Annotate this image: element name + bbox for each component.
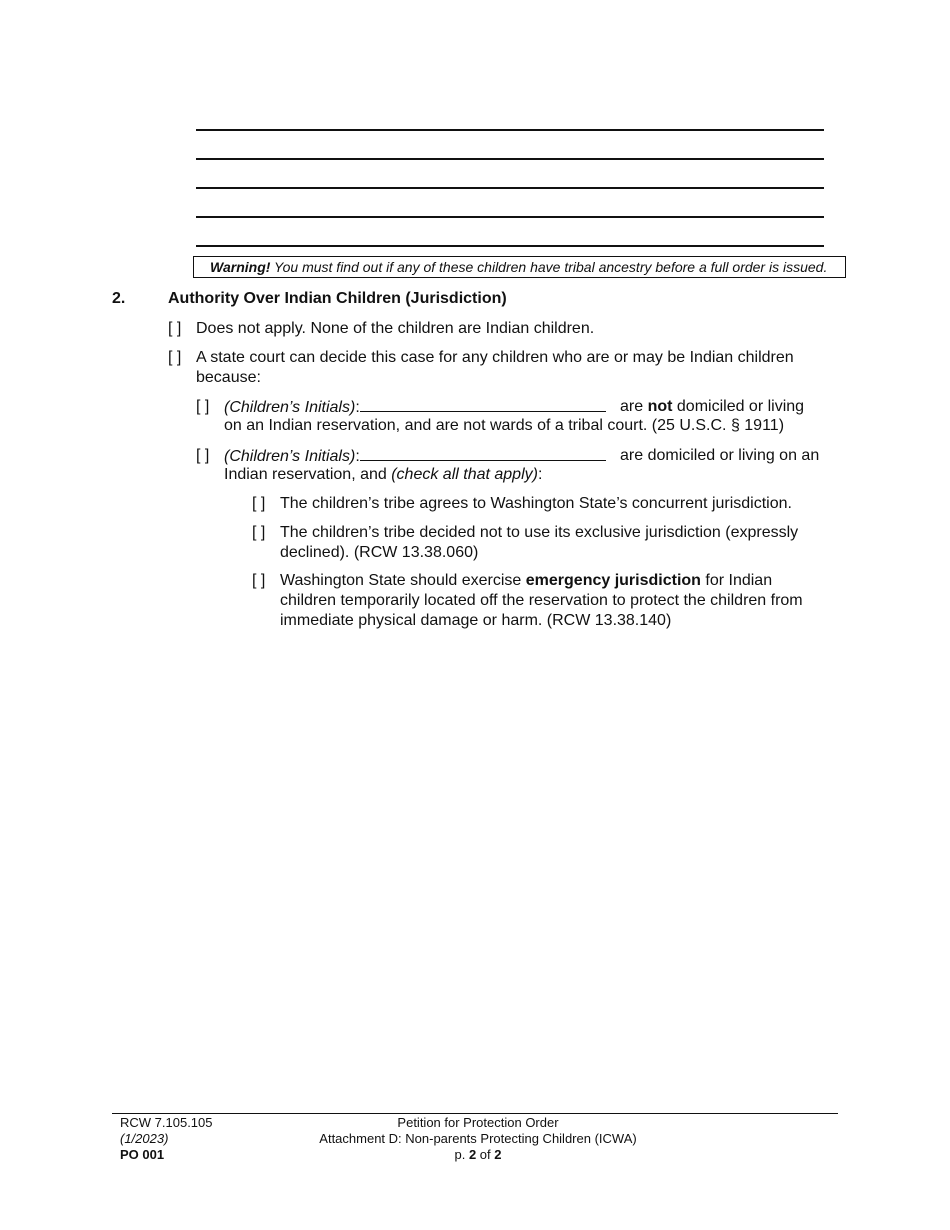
sub-a-colon: : (355, 399, 360, 416)
footer-title: Petition for Protection Order (397, 1115, 559, 1130)
item-emergency-line2: children temporarily located off the reservation to protect the children from (280, 592, 803, 609)
footer-form-id: PO 001 (120, 1147, 165, 1162)
warning-label: Warning! (210, 259, 271, 275)
page-total: 2 (494, 1147, 502, 1162)
checkbox-does-not-apply[interactable]: [ ] (168, 320, 182, 337)
blank-line-4[interactable] (196, 216, 824, 218)
sub-a-line2: on an Indian reservation, and are not wards of a tribal court. (25 U.S.C. § 1911) (224, 417, 785, 434)
warning-box (193, 256, 846, 278)
footer-rcw: RCW 7.105.105 (120, 1115, 213, 1130)
page-pre: p. (454, 1147, 469, 1162)
item-emergency-line3: immediate physical damage or harm. (RCW 13.38.140) (280, 612, 672, 629)
footer-divider (112, 1113, 838, 1114)
blank-line-1[interactable] (196, 129, 824, 131)
sub-b-colon: : (355, 448, 360, 465)
checkbox-emergency[interactable]: [ ] (252, 572, 266, 589)
sub-b-label: (Children’s Initials) (224, 448, 356, 465)
initials-field-b[interactable] (360, 446, 606, 461)
item-declined-line2: declined). (RCW 13.38.060) (280, 544, 479, 561)
page-mid: of (476, 1147, 495, 1162)
page-current: 2 (468, 1147, 477, 1162)
checkbox-concurrent[interactable]: [ ] (252, 495, 266, 512)
sub-a-line1 (224, 397, 606, 418)
sub-b-line1 (224, 446, 606, 467)
sub-b-line2-pre: Indian reservation, and (224, 466, 392, 483)
item-concurrent: The children’s tribe agrees to Washington State’s concurrent jurisdiction. (280, 495, 792, 512)
checkbox-not-domiciled[interactable]: [ ] (196, 398, 210, 415)
sub-a-text (620, 397, 804, 417)
section-title: Authority Over Indian Children (Jurisdiction) (168, 290, 507, 307)
warning-text: You must find out if any of these children have tribal ancestry before a full order is issued. (270, 259, 828, 275)
item-emergency-bold: emergency jurisdiction (525, 572, 701, 589)
sub-a-label: (Children’s Initials) (224, 399, 356, 416)
blank-line-5[interactable] (196, 245, 824, 247)
checkbox-domiciled[interactable]: [ ] (196, 447, 210, 464)
sub-a-text-pre: are (620, 398, 648, 415)
sub-b-line2-italic: (check all that apply) (391, 466, 538, 483)
section-number: 2. (112, 290, 126, 307)
sub-b-line2 (224, 465, 542, 485)
footer-subtitle: Attachment D: Non-parents Protecting Children (ICWA) (319, 1131, 637, 1146)
item-emergency-line1 (280, 571, 772, 591)
item-emergency-post: for Indian (700, 572, 773, 589)
item-declined-line1: The children’s tribe decided not to use its exclusive jurisdiction (expressly (280, 524, 799, 541)
footer-date: (1/2023) (120, 1131, 169, 1146)
sub-b-text: are domiciled or living on an (620, 447, 820, 464)
sub-a-text-bold: not (647, 398, 673, 415)
option-state-court-line1: A state court can decide this case for any children who are or may be Indian children (196, 349, 794, 366)
option-does-not-apply: Does not apply. None of the children are Indian children. (196, 320, 595, 337)
checkbox-declined[interactable]: [ ] (252, 524, 266, 541)
option-state-court-line2: because: (196, 369, 261, 386)
initials-field-a[interactable] (360, 397, 606, 412)
sub-b-line2-post: : (537, 466, 543, 483)
blank-line-2[interactable] (196, 158, 824, 160)
footer-page-number (268, 1147, 688, 1163)
item-emergency-pre: Washington State should exercise (280, 572, 526, 589)
checkbox-state-court[interactable]: [ ] (168, 349, 182, 366)
sub-a-text-post: domiciled or living (672, 398, 805, 415)
blank-line-3[interactable] (196, 187, 824, 189)
